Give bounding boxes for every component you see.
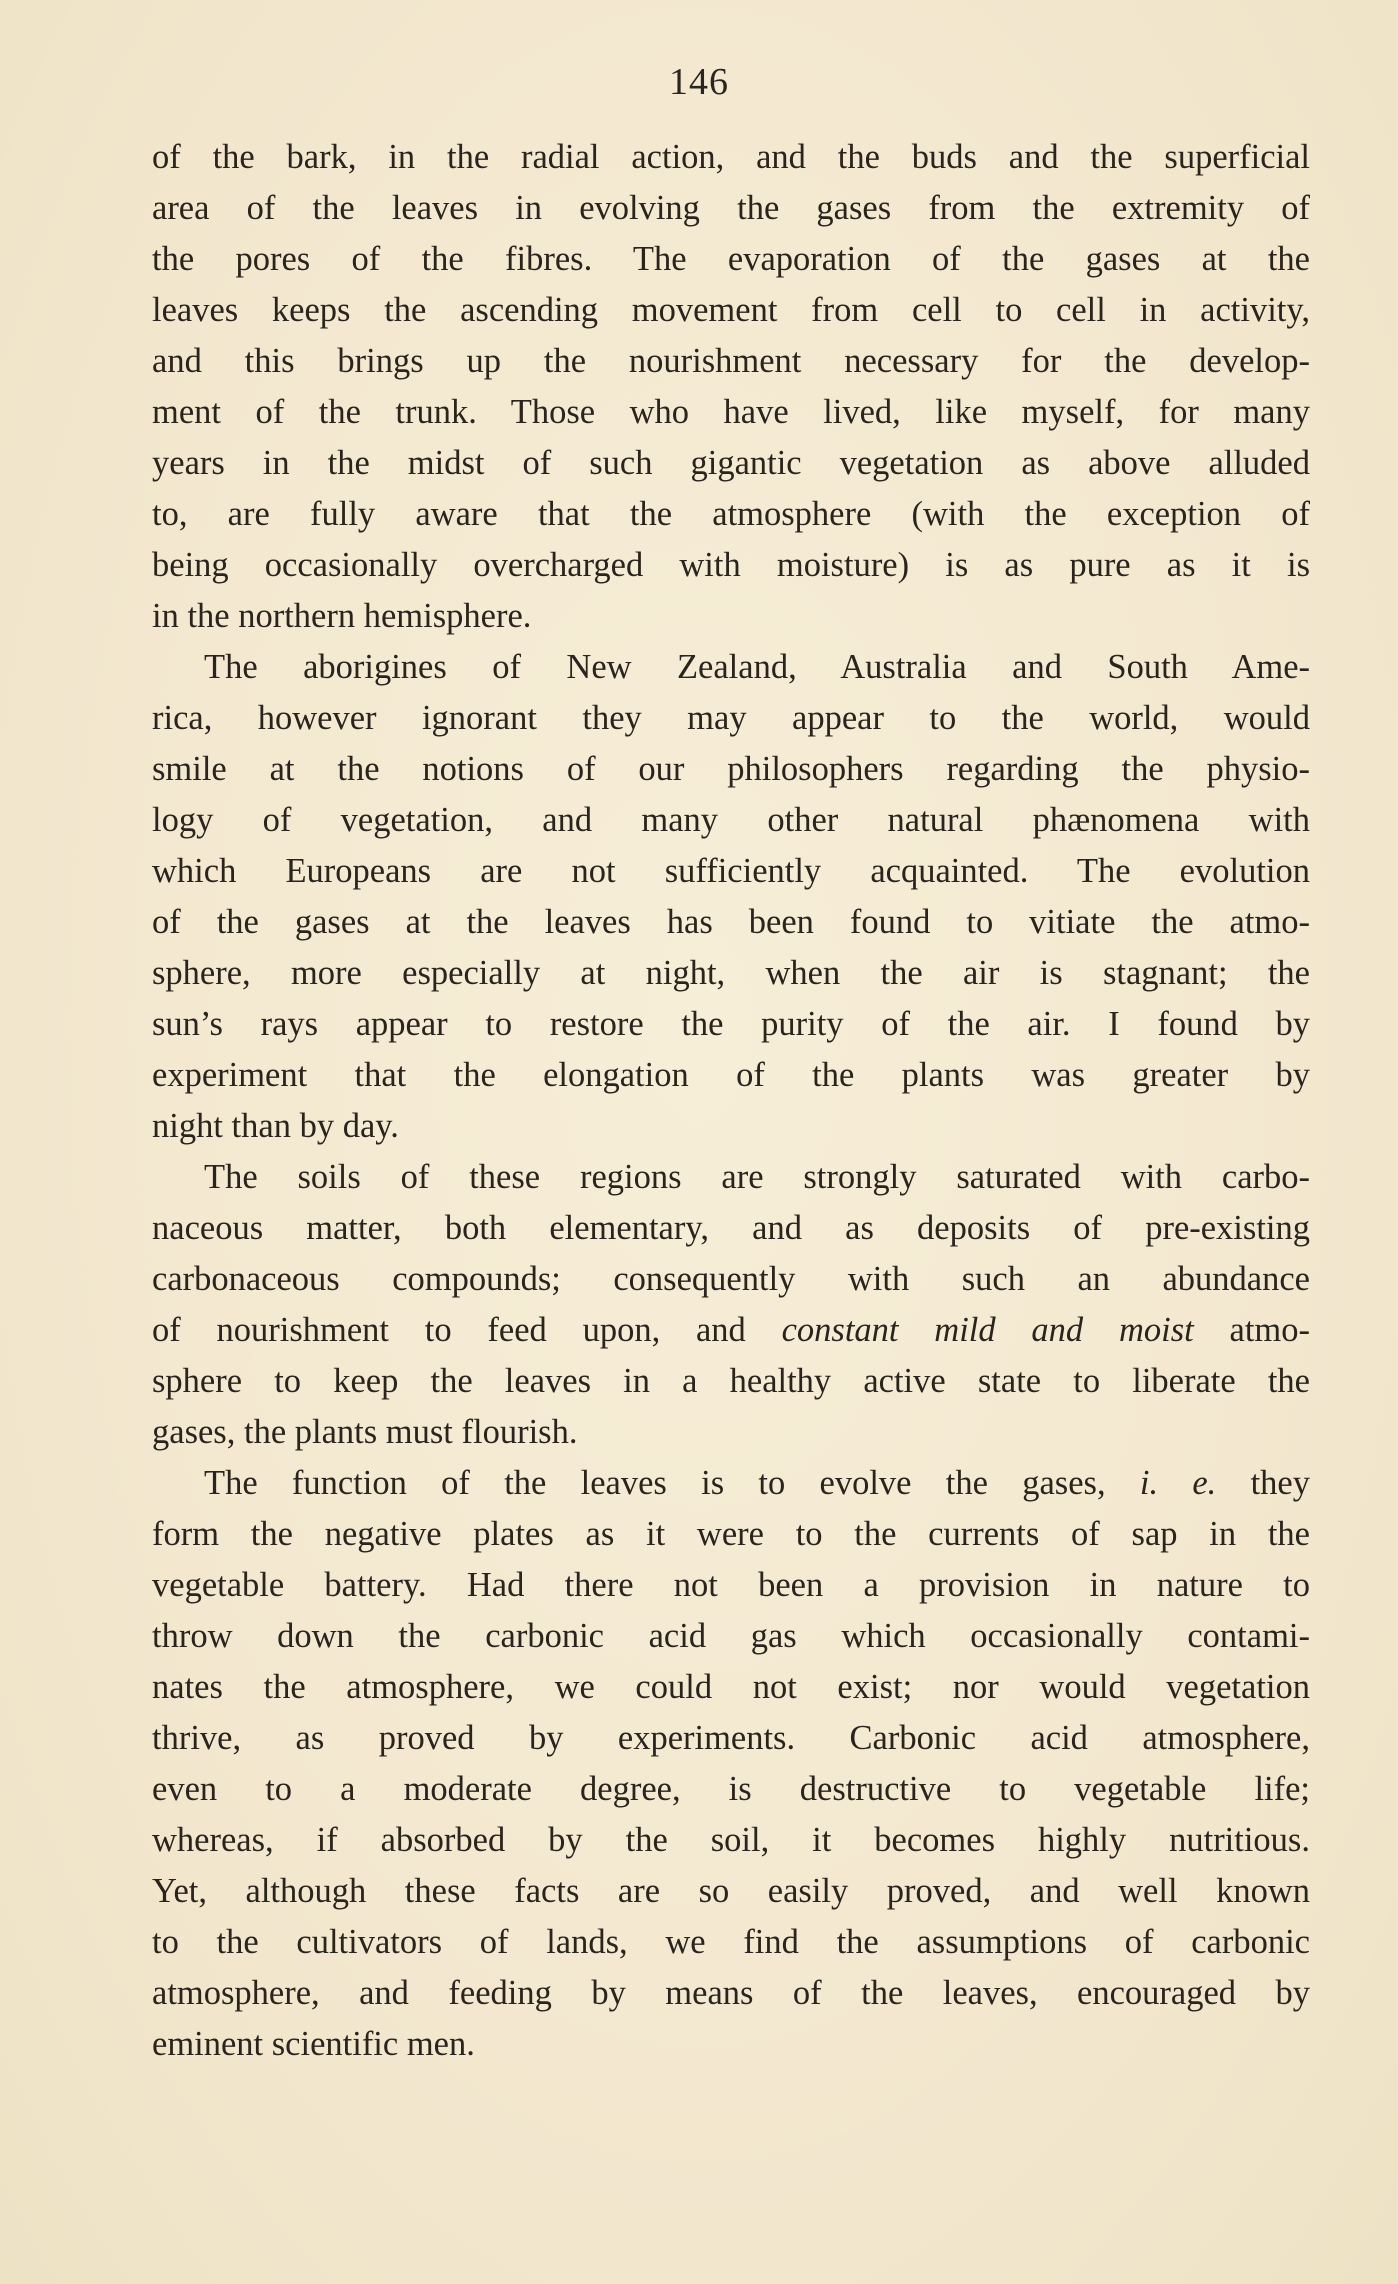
text-run: logy of vegetation, and many other natural phænomena with [152,801,1310,839]
text-run: smile at the notions of our philosophers regarding the physio- [152,750,1310,788]
text-line [152,1560,1310,1611]
text-run: in the northern hemisphere. [152,597,532,635]
text-line [152,183,1310,234]
text-run: to, are fully aware that the atmosphere (with the exception of [152,495,1310,533]
text-run: which Europeans are not sufficiently acquainted. The evolution [152,852,1310,890]
text-run: rica, however ignorant they may appear to the world, would [152,699,1310,737]
text-run: of the gases at the leaves has been found to vitiate the atmo- [152,903,1310,941]
text-line [152,642,1310,693]
text-run: night than by day. [152,1107,399,1145]
text-run: sphere to keep the leaves in a healthy active state to liberate the [152,1362,1310,1400]
text-line [152,1662,1310,1713]
text-line [152,1968,1310,2019]
text-line [152,336,1310,387]
text-run: being occasionally overcharged with moisture) is as pure as it is [152,546,1310,584]
text-line [152,1713,1310,1764]
text-line [152,1101,1310,1152]
text-run: sphere, more especially at night, when the air is stagnant; the [152,954,1310,992]
text-run: leaves keeps the ascending movement from cell to cell in activity, [152,291,1310,329]
text-run: experiment that the elongation of the plants was greater by [152,1056,1310,1094]
paragraph [152,642,1310,1152]
text-line [152,1356,1310,1407]
text-run: years in the midst of such gigantic vegetation as above alluded [152,444,1310,482]
text-run: thrive, as proved by experiments. Carbonic acid atmosphere, [152,1719,1310,1757]
text-run: of the bark, in the radial action, and the buds and the superficial [152,138,1310,176]
text-run: and this brings up the nourishment necessary for the develop- [152,342,1310,380]
text-line [152,744,1310,795]
text-line [152,1203,1310,1254]
text-run: carbonaceous compounds; consequently with such an abundance [152,1260,1310,1298]
text-run: The aborigines of New Zealand, Australia and South Ame- [204,648,1310,686]
text-run: they [1216,1464,1310,1502]
text-line [152,1152,1310,1203]
text-line [152,846,1310,897]
text-run: atmo- [1193,1311,1310,1349]
text-run: The soils of these regions are strongly saturated with carbo- [204,1158,1310,1196]
italic-text-run: i. e. [1139,1464,1217,1502]
text-line [152,897,1310,948]
text-line [152,438,1310,489]
text-line [152,285,1310,336]
text-line [152,1254,1310,1305]
page-number: 146 [669,61,729,103]
text-line [152,132,1310,183]
text-run: form the negative plates as it were to the currents of sap in the [152,1515,1310,1553]
text-run: Yet, although these facts are so easily proved, and well known [152,1872,1310,1910]
text-line [152,591,1310,642]
text-line [152,1764,1310,1815]
text-line [152,1917,1310,1968]
text-line [152,234,1310,285]
text-run: eminent scientific men. [152,2025,475,2063]
paragraph [152,1152,1310,1458]
text-line [152,1407,1310,1458]
text-line [152,1866,1310,1917]
text-line [152,693,1310,744]
text-run: whereas, if absorbed by the soil, it becomes highly nutritious. [152,1821,1310,1859]
text-run: nates the atmosphere, we could not exist; nor would vegetation [152,1668,1310,1706]
text-run: The function of the leaves is to evolve the gases, [204,1464,1140,1502]
text-line [152,1611,1310,1662]
text-line [152,948,1310,999]
text-run: vegetable battery. Had there not been a provision in nature to [152,1566,1310,1604]
body-text [152,132,1310,2070]
text-run: throw down the carbonic acid gas which occasionally contami- [152,1617,1310,1655]
text-line [152,1509,1310,1560]
text-line [152,999,1310,1050]
text-run: the pores of the fibres. The evaporation of the gases at the [152,240,1310,278]
text-run: ment of the trunk. Those who have lived, like myself, for many [152,393,1310,431]
text-line [152,795,1310,846]
text-run: atmosphere, and feeding by means of the leaves, encouraged by [152,1974,1310,2012]
paragraph [152,132,1310,642]
paragraph [152,1458,1310,2070]
italic-text-run: constant mild and moist [781,1311,1194,1349]
text-line [152,1050,1310,1101]
text-line [152,540,1310,591]
text-run: area of the leaves in evolving the gases from the extremity of [152,189,1310,227]
text-run: of nourishment to feed upon, and [152,1311,782,1349]
text-run: even to a moderate degree, is destructive to vegetable life; [152,1770,1310,1808]
text-line [152,2019,1310,2070]
text-run: naceous matter, both elementary, and as deposits of pre-existing [152,1209,1310,1247]
text-run: gases, the plants must flourish. [152,1413,578,1451]
text-line [152,387,1310,438]
text-run: sun’s rays appear to restore the purity of the air. I found by [152,1005,1310,1043]
text-run: to the cultivators of lands, we find the assumptions of carbonic [152,1923,1310,1961]
text-line [152,1458,1310,1509]
text-line [152,1305,1310,1356]
text-line [152,489,1310,540]
text-line [152,1815,1310,1866]
